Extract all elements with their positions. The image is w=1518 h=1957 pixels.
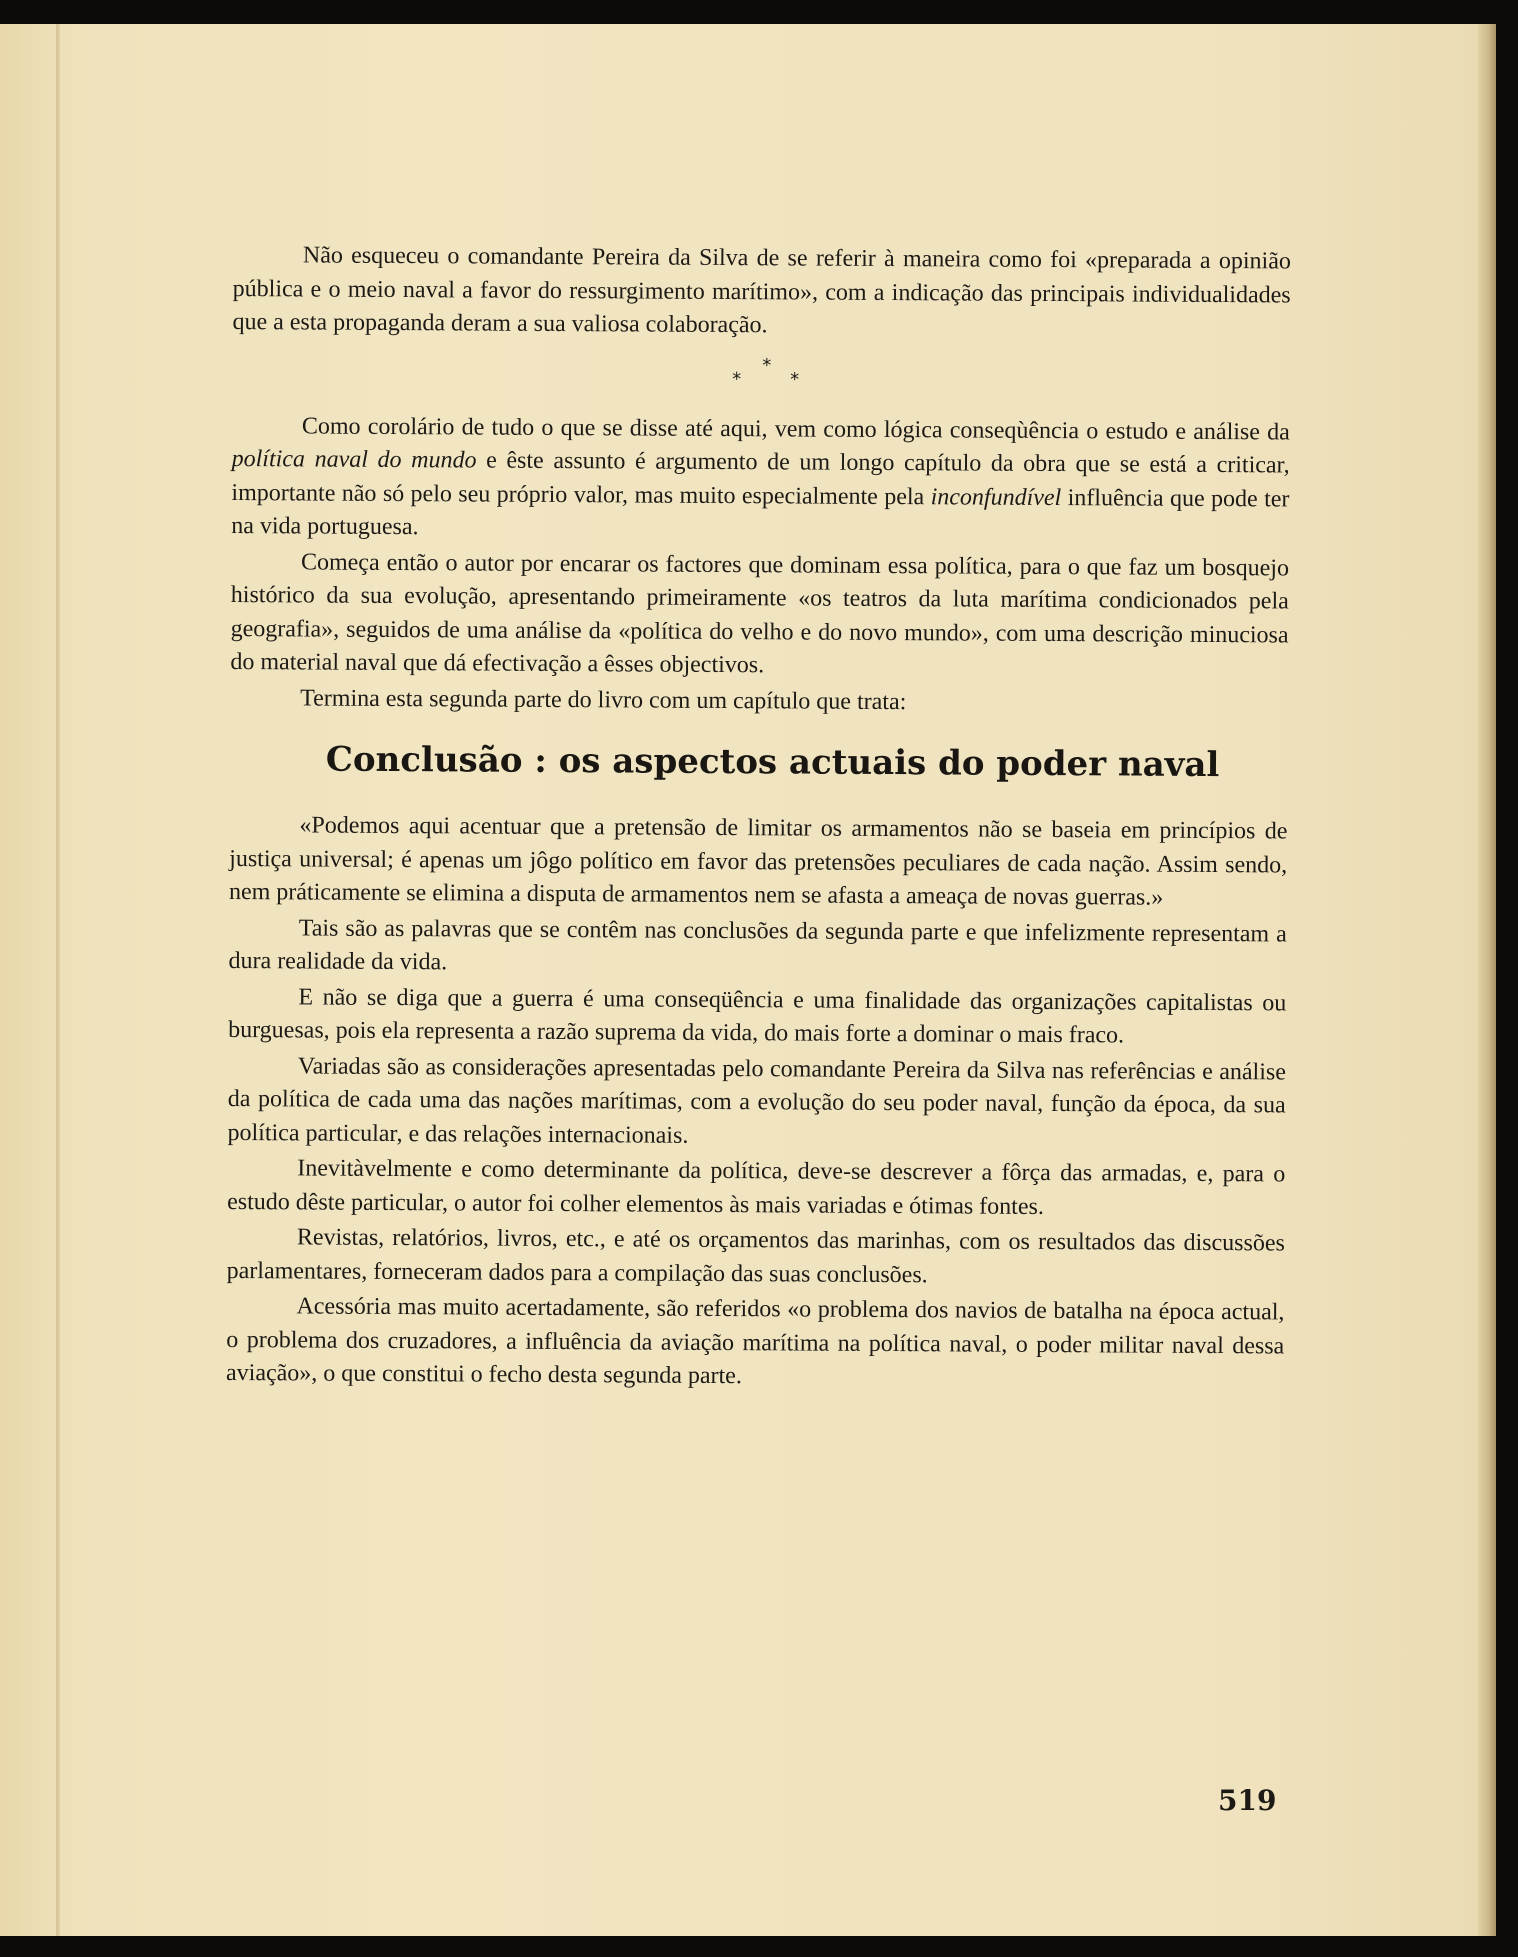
paragraph-inevitavelmente: Inevitàvelmente e como determinante da política, deve-se descrever a fôrça das armadas, e, para o estudo dêste particular, o autor foi colher elementos às mais variadas e ótimas fontes. (227, 1155, 1286, 1220)
text-run: influência que pode ter na vida portuguesa. (231, 484, 1290, 541)
body-text (226, 239, 1291, 1399)
paragraph-revistas: Revistas, relatórios, livros, etc., e até os orçamentos das marinhas, com os resultados das discussões parlamentares, forneceram dados para a compilação das suas conclusões. (226, 1224, 1285, 1288)
text-run: Como corolário de tudo o que se disse até aqui, vem como lógica conseqùência o estudo e análise da (301, 412, 1290, 445)
page-number: 519 (1218, 1784, 1277, 1817)
paragraph-tais: Tais são as palavras que se contêm nas conclusões da segunda parte e que infelizmente representam a dura realidade da vida. (228, 914, 1287, 976)
paragraph-guerra: E não se diga que a guerra é uma conseqüência e uma finalidade das organizações capitalistas ou burguesas, pois ela representa a razão suprema da vida, do mais forte a dominar o mais fraco. (228, 983, 1287, 1049)
emphasis-politica-naval: política naval do mundo (231, 445, 477, 474)
page-gutter (56, 24, 60, 1936)
separator-star-left: * (732, 368, 742, 390)
paragraph-intro: Não esqueceu o comandante Pereira da Silva de se referir à maneira como foi «preparada a opinião pública e o meio naval a favor do ressurgimento marítimo», com a indicação das principais individualidades que a esta propaganda deram a sua valiosa colaboração. (232, 242, 1291, 339)
paragraph-acessoria: Acessória mas muito acertadamente, são referidos «o problema dos navios de batalha na época actual, o problema dos cruzadores, a influência da aviação marítima na política naval, o poder militar naval dessa aviação», o que constitui o fecho desta segunda parte. (225, 1293, 1285, 1390)
text-run: e êste assunto é argumento de um longo capítulo da obra que se está a criticar, importante não só pelo seu próprio valor, mas muito especialmente pela (231, 447, 1290, 510)
paragraph-quote: «Podemos aqui acentuar que a pretensão de limitar os armamentos não se baseia em princípios de justiça universal; é apenas um jôgo político em favor das pretensões peculiares de cada nação. Assim sendo, nem práticamente se elimina a disputa de armamentos nem se afasta a ameaça de novas guerras.» (228, 812, 1288, 911)
book-page (0, 24, 1496, 1936)
paragraph-termina: Termina esta segunda parte do livro com um capítulo que trata: (300, 684, 907, 715)
section-heading: Conclusão : os aspectos actuais do poder naval (325, 739, 1220, 786)
paragraph-comeca: Começa então o autor por encarar os factores que dominam essa política, para o que faz um bosquejo histórico da sua evolução, apresentando primeiramente «os teatros da luta marítima condicionados pela geografia», seguidos de uma análise da «política do velho e do novo mundo», com uma descrição minuciosa do material naval que dá efectivação a êsses objectivos. (230, 548, 1290, 679)
page-edge (1478, 24, 1496, 1936)
separator-star-top: * (762, 354, 772, 376)
paragraph-variadas: Variadas são as considerações apresentadas pelo comandante Pereira da Silva nas referências e análise da política de cada uma das nações marítimas, com a evolução do seu poder naval, função da época, da sua política particular, e das relações internacionais. (227, 1052, 1287, 1149)
emphasis-inconfundivel: inconfundível (930, 483, 1062, 511)
separator-star-right: * (790, 368, 800, 390)
paragraph-politica-naval (231, 409, 1290, 549)
section-separator (232, 339, 1290, 415)
